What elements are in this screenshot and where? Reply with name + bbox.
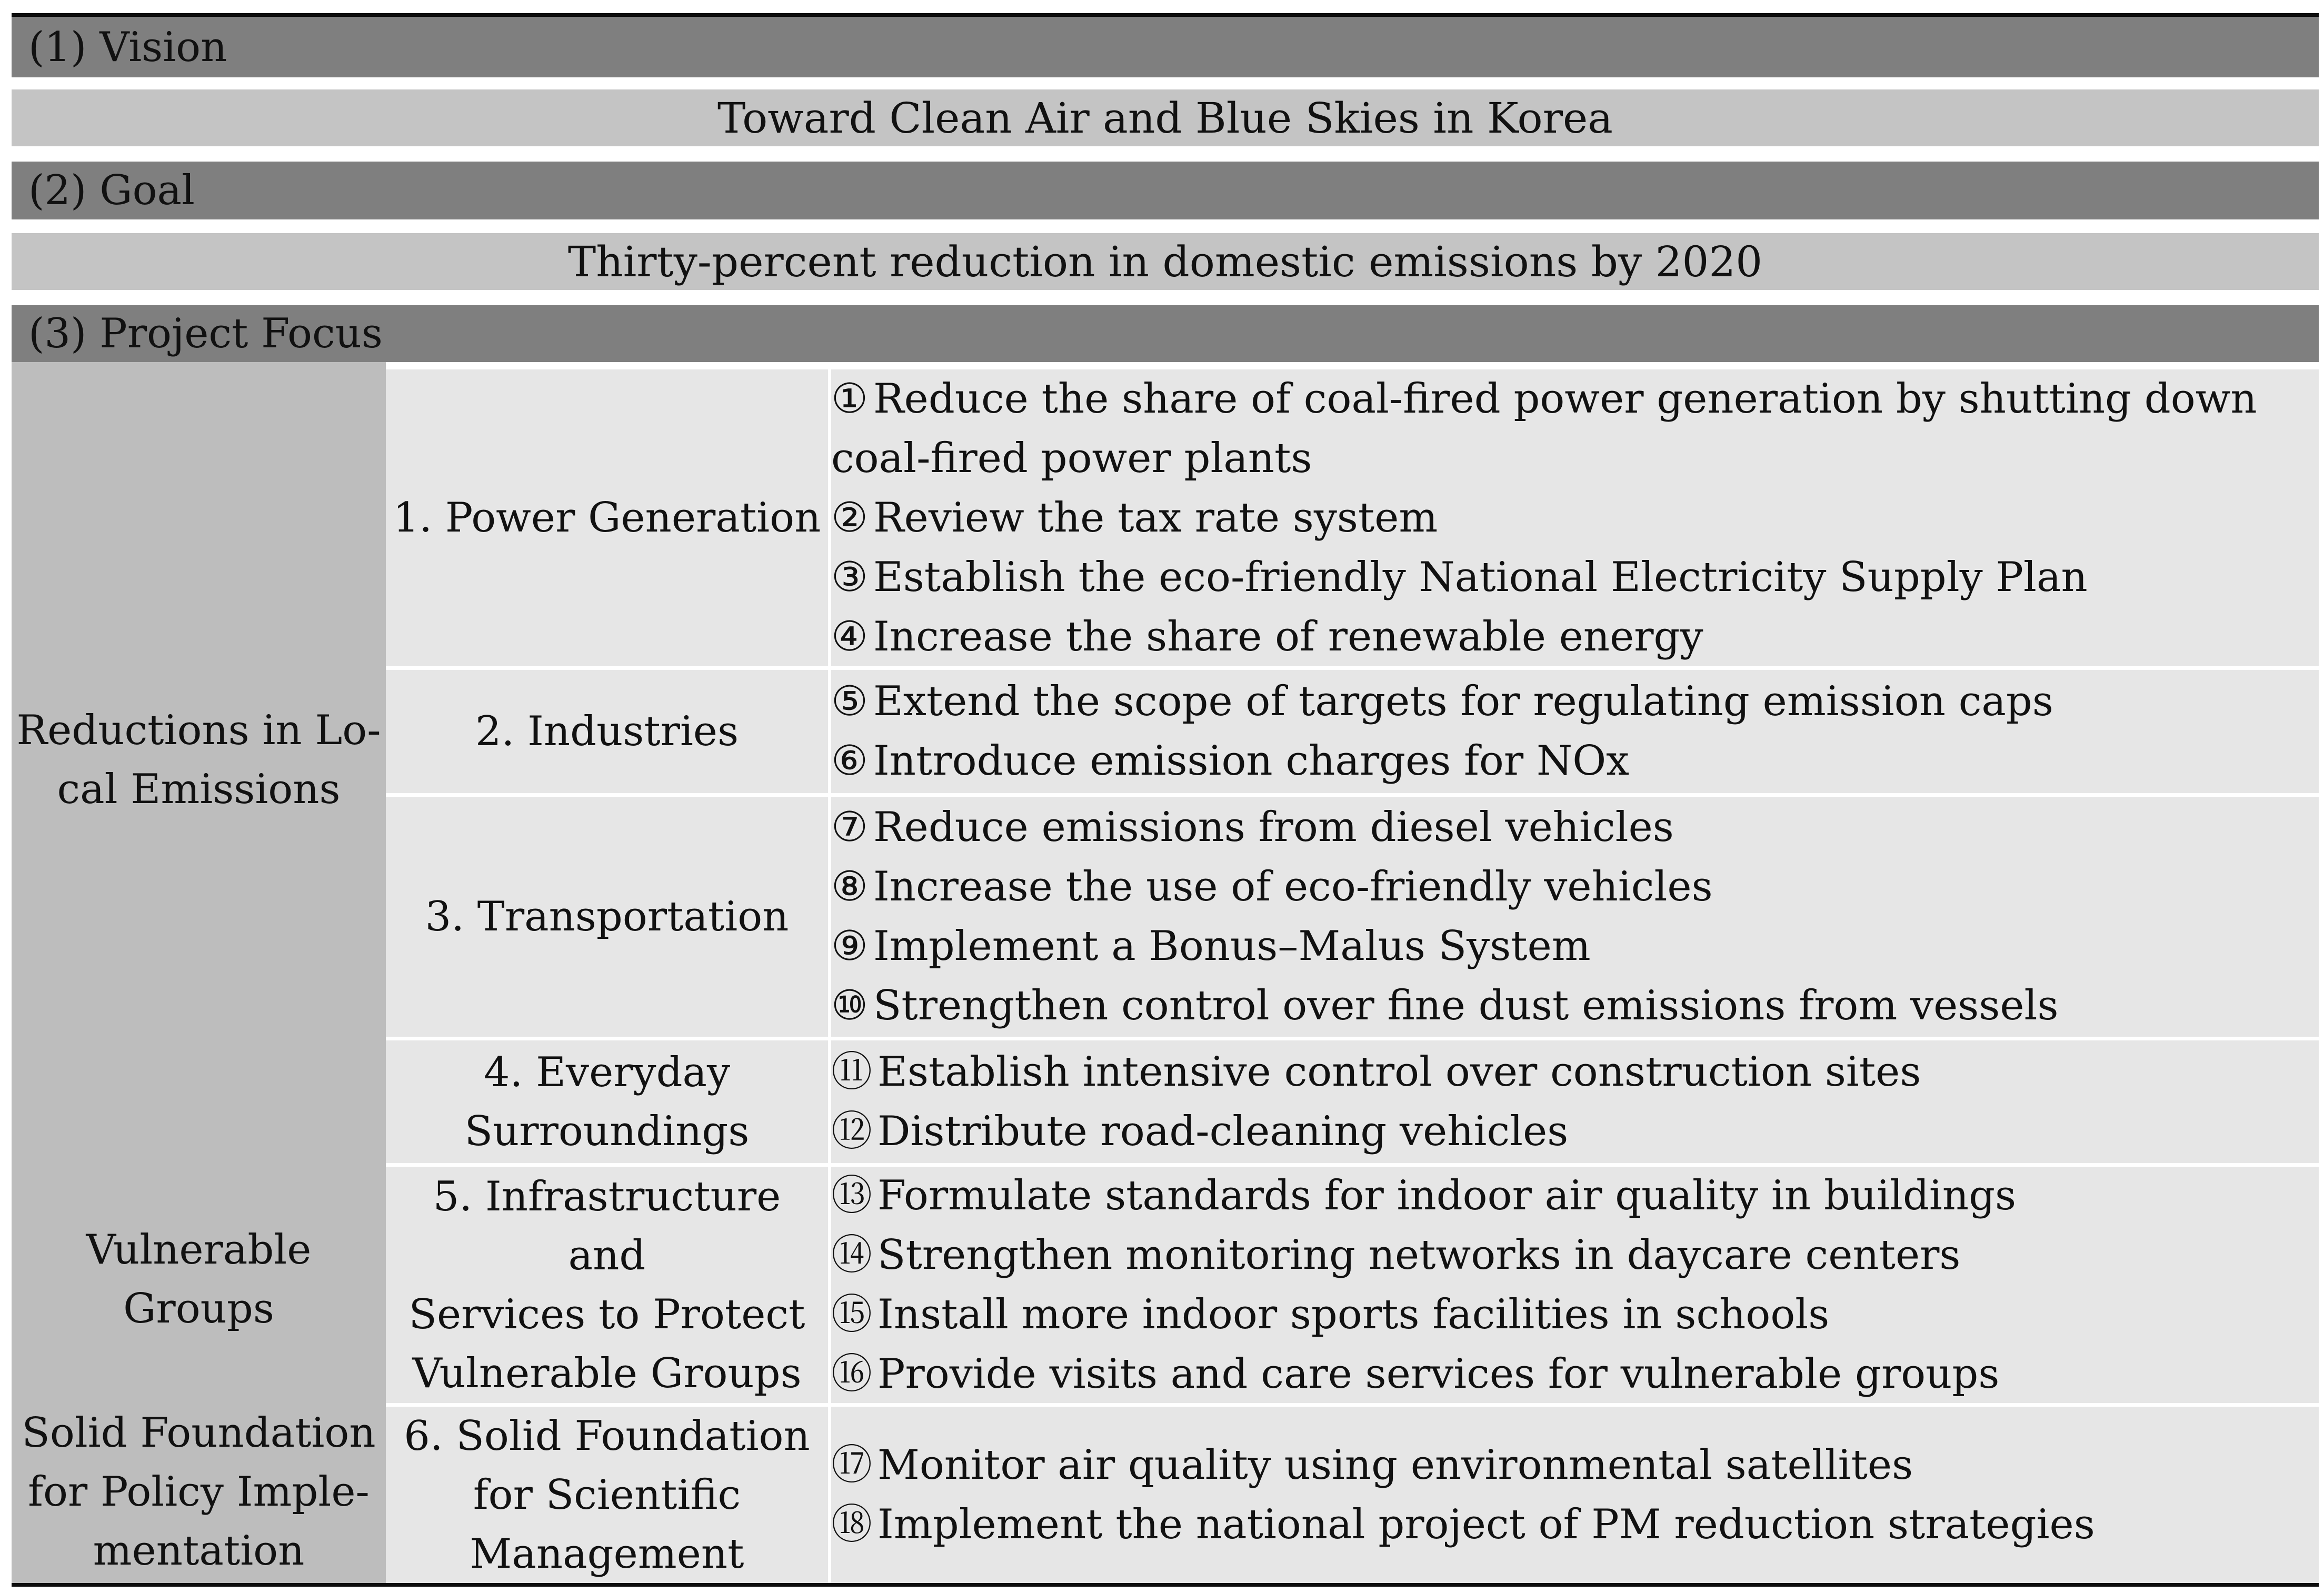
list-item [831,798,2308,857]
row-divider [386,1163,2319,1167]
item-text: Extend the scope of targets for regulating emission caps [873,678,2053,725]
item-number: ⑦ [831,804,868,851]
item-number: ⑮ [831,1290,873,1338]
row-divider [386,362,2319,369]
item-number: ⑫ [831,1107,873,1155]
item-number: ⑧ [831,863,868,910]
items-power-generation [831,369,2319,666]
item-text: Establish the eco-friendly National Electricity Supply Plan [873,553,2088,601]
item-number: ⑩ [831,982,868,1029]
items-vulnerable-infrastructure [831,1167,2319,1403]
item-number: ③ [831,553,868,601]
area-everyday-surroundings [386,1040,828,1163]
area-transportation [386,797,828,1037]
area-label: 1. Power Generation [393,494,821,542]
items-everyday-surroundings [831,1040,2319,1163]
category-vulnerable-groups [12,1158,386,1401]
item-text: Strengthen control over fine dust emissions from vessels [873,982,2059,1029]
goal-statement: Thirty-percent reduction in domestic emissions by 2020 [12,233,2319,290]
category-label: Reductions in Lo- cal Emissions [16,707,381,813]
item-text: Establish intensive control over construction sites [877,1048,1921,1096]
list-item [831,607,2308,667]
list-item [831,1285,2308,1345]
list-item [831,1102,2308,1161]
area-power-generation [386,369,828,666]
item-number: ⑬ [831,1171,873,1219]
item-text: Implement the national project of PM reduction strategies [877,1500,2095,1548]
row-divider [386,1403,2319,1407]
top-rule [12,13,2319,17]
list-item [831,1495,2308,1555]
area-label: 6. Solid Foundation for Scientific Management [404,1412,810,1578]
item-number: ⑪ [831,1048,873,1096]
row-divider [386,666,2319,670]
item-text: Provide visits and care services for vulnerable groups [877,1350,2000,1398]
area-industries [386,670,828,793]
item-text: Reduce the share of coal-fired power generation by shutting down coal-fired power plants [831,375,2257,482]
list-item [831,1436,2308,1495]
items-scientific-management [831,1407,2319,1583]
item-number: ⑰ [831,1441,873,1489]
item-text: Review the tax rate system [873,494,1438,542]
item-number: ② [831,494,868,542]
list-item [831,732,2308,791]
category-label: Solid Foundation for Policy Imple- mentation [22,1409,376,1575]
items-transportation [831,797,2319,1037]
area-label: 3. Transportation [425,893,789,940]
list-item [831,976,2308,1036]
column-divider [828,362,831,1583]
item-number: ④ [831,613,868,660]
goal-header: (2) Goal [12,162,2319,219]
area-scientific-management [386,1407,828,1583]
list-item [831,369,2308,488]
area-label: 4. Everyday Surroundings [464,1048,750,1155]
vision-statement: Toward Clean Air and Blue Skies in Korea [12,89,2319,146]
category-label: Vulnerable Groups [86,1226,312,1332]
list-item [831,1226,2308,1285]
item-number: ⑭ [831,1231,873,1279]
item-number: ⑯ [831,1350,873,1398]
item-text: Monitor air quality using environmental satellites [877,1441,1913,1489]
category-policy-foundation [12,1401,386,1583]
item-text: Distribute road-cleaning vehicles [877,1107,1569,1155]
item-number: ⑥ [831,737,868,785]
area-label: 5. Infrastructure and Services to Protect Vulnerable Groups [408,1173,805,1397]
item-text: Strengthen monitoring networks in daycare centers [877,1231,1961,1279]
items-industries [831,670,2319,793]
list-item [831,1043,2308,1102]
item-text: Increase the use of eco-friendly vehicles [873,863,1713,910]
list-item [831,1166,2308,1226]
list-item [831,857,2308,917]
item-text: Increase the share of renewable energy [873,613,1703,660]
policy-table [12,13,2319,1587]
item-number: ⑱ [831,1500,873,1548]
list-item [831,548,2308,607]
category-local-emissions [12,362,386,1158]
item-number: ⑤ [831,678,868,725]
item-text: Formulate standards for indoor air quality in buildings [877,1171,2017,1219]
item-text: Introduce emission charges for NOx [873,737,1630,785]
list-item [831,488,2308,548]
list-item [831,672,2308,732]
vision-header: (1) Vision [12,17,2319,77]
item-number: ⑨ [831,923,868,970]
project-focus-header: (3) Project Focus [12,305,2319,362]
item-number: ① [831,375,868,423]
list-item [831,917,2308,976]
row-divider [386,793,2319,797]
row-divider [386,1037,2319,1040]
item-text: Install more indoor sports facilities in schools [877,1290,1830,1338]
area-vulnerable-infrastructure [386,1167,828,1403]
bottom-rule [12,1583,2319,1587]
list-item [831,1345,2308,1404]
item-text: Reduce emissions from diesel vehicles [873,804,1674,851]
item-text: Implement a Bonus–Malus System [873,923,1591,970]
area-label: 2. Industries [475,708,739,755]
